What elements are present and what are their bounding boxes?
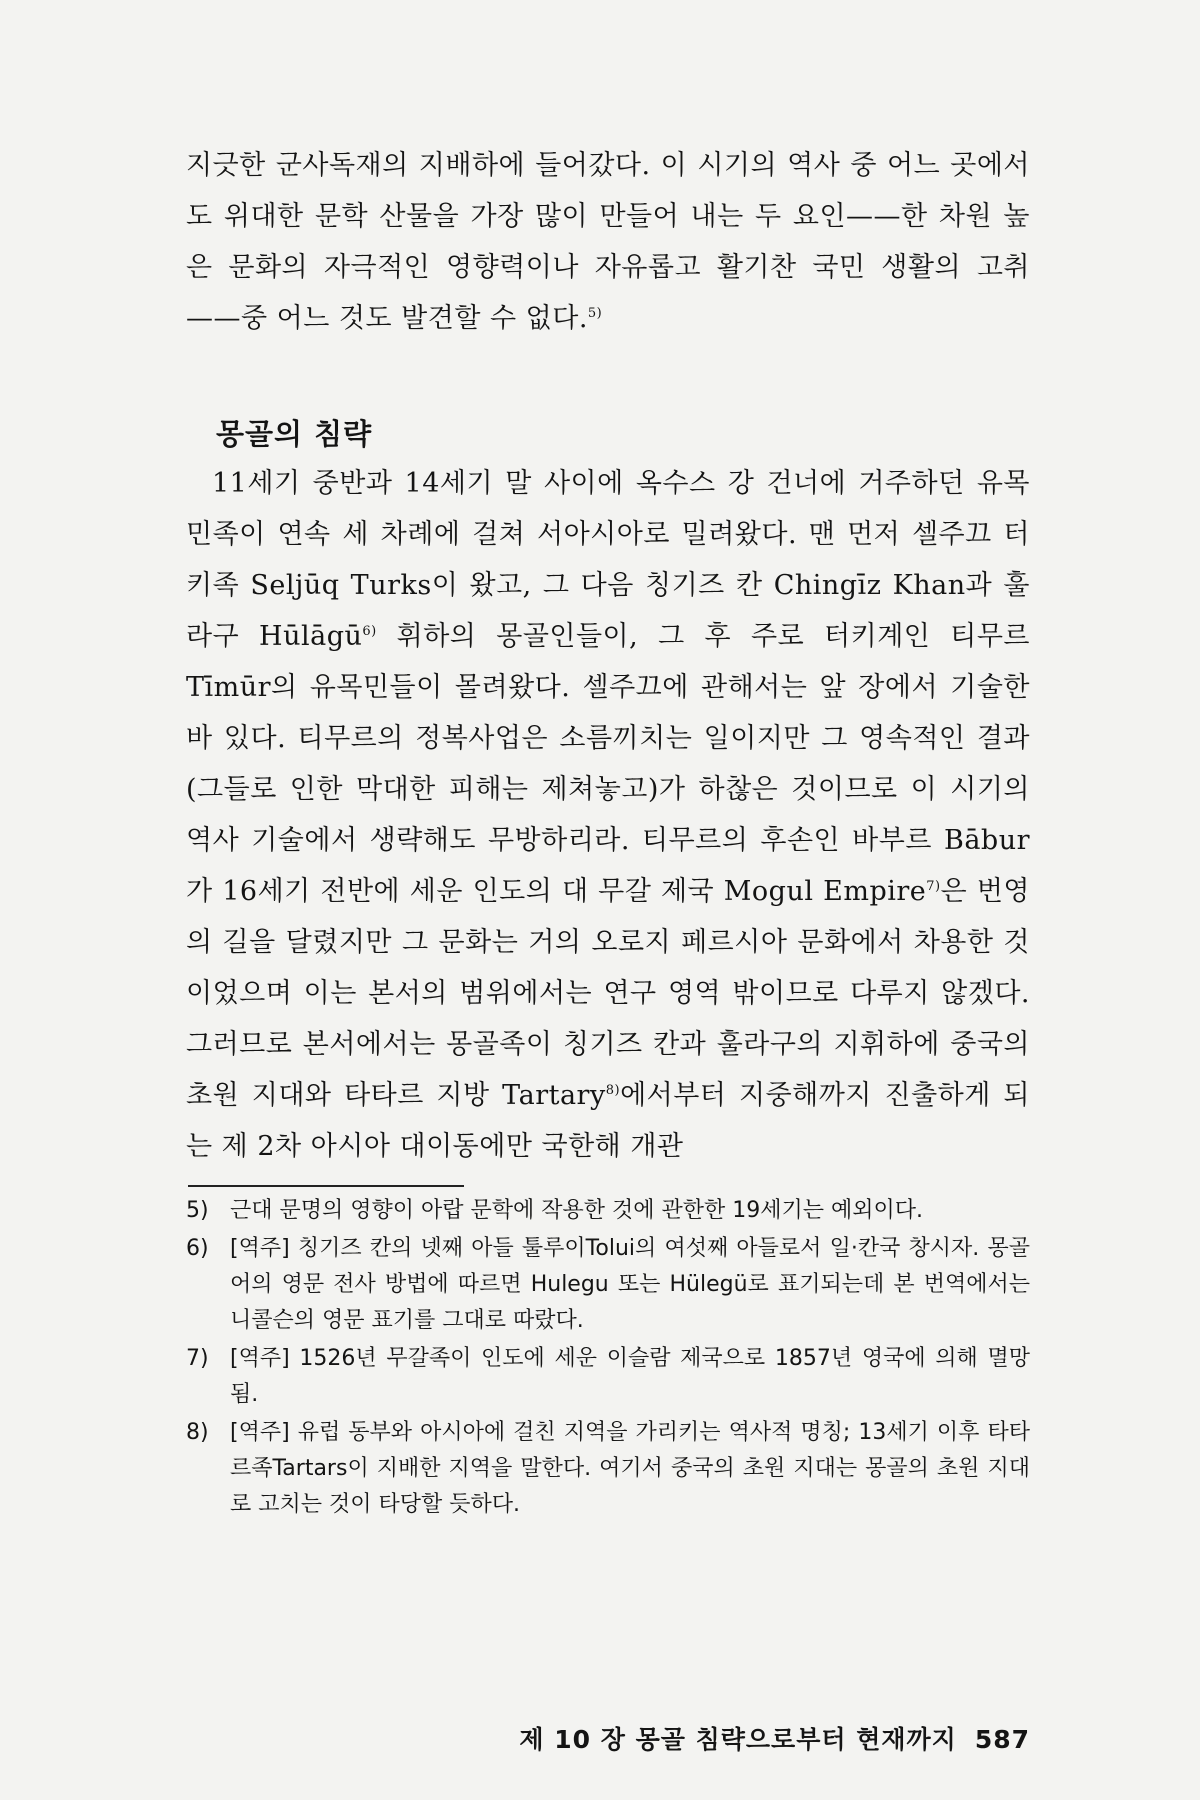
- section-paragraph: [186, 458, 1030, 1172]
- footnote-ref-7: 7): [926, 879, 941, 894]
- footnote-number: 7): [186, 1346, 209, 1371]
- footnote-number: 5): [186, 1198, 209, 1223]
- footnote-8: [186, 1415, 1030, 1523]
- intro-paragraph-block: [186, 140, 1030, 344]
- section-heading: 몽골의 침략: [216, 417, 373, 451]
- footnote-text: [역주] 유럽 동부와 아시아에 걸친 지역을 가리키는 역사적 명칭; 13세기 이후 타타르족Tartars이 지배한 지역을 말한다. 여기서 중국의 초원 지대는 몽골의 초원 지대로 고치는 것이 타당할 듯하다.: [230, 1420, 1030, 1517]
- footnote-ref-6: 6): [362, 624, 377, 639]
- section-body: [186, 458, 1030, 1172]
- running-head: 제 10 장 몽골 침략으로부터 현재까지: [519, 1725, 957, 1754]
- footnote-5: [186, 1193, 1030, 1229]
- paragraph-part-c: 은 번영의 길을 달렸지만 그 문화는 거의 오로지 페르시아 문화에서 차용한 것이었으며 이는 본서의 범위에서는 연구 영역 밖이므로 다루지 않겠다. 그러므로 본서에서는 몽골족이 칭기즈 칸과 훌라구의 지휘하에 중국의 초원 지대와 타타르 지방 Tartary: [186, 876, 1030, 1111]
- footnote-text: [역주] 칭기즈 칸의 넷째 아들 툴루이Tolui의 여섯째 아들로서 일·칸국 창시자. 몽골어의 영문 전사 방법에 따르면 Hulegu 또는 Hülegü로 표기되는데 본 번역에서는 니콜슨의 영문 표기를 그대로 따랐다.: [230, 1236, 1030, 1333]
- footnote-7: [186, 1341, 1030, 1413]
- footnote-divider: [188, 1185, 464, 1187]
- footnote-ref-8: 8): [605, 1083, 621, 1098]
- intro-paragraph: [186, 140, 1030, 344]
- footnote-number: 8): [186, 1420, 209, 1445]
- intro-paragraph-text: 지긋한 군사독재의 지배하에 들어갔다. 이 시기의 역사 중 어느 곳에서도 위대한 문학 산물을 가장 많이 만들어 내는 두 요인——한 차원 높은 문화의 자극적인 영향력이나 자유롭고 활기찬 국민 생활의 고취——중 어느 것도 발견할 수 없다.: [186, 150, 1030, 334]
- page-number: 587: [974, 1725, 1030, 1754]
- paragraph-part-b: 휘하의 몽골인들이, 그 후 주로 터키계인 티무르 Tīmūr의 유목민들이 몰려왔다. 셀주끄에 관해서는 앞 장에서 기술한 바 있다. 티무르의 정복사업은 소름끼치는 일이지만 그 영속적인 결과(그들로 인한 막대한 피해는 제쳐놓고)가 하찮은 것이므로 이 시기의 역사 기술에서 생략해도 무방하리라. 티무르의 후손인 바부르 Bābur가 16세기 전반에 세운 인도의 대 무갈 제국 Mogul Empire: [186, 621, 1031, 907]
- paragraph-part-d: 에서부터 지중해까지 진출하게 되는 제 2차 아시아 대이동에만 국한해 개관: [186, 1080, 1030, 1162]
- footnotes-section: [186, 1193, 1030, 1525]
- paragraph-part-a: 11세기 중반과 14세기 말 사이에 옥수스 강 건너에 거주하던 유목 민족이 연속 세 차례에 걸쳐 서아시아로 밀려왔다. 맨 먼저 셀주끄 터키족 Seljūq Turks이 왔고, 그 다음 칭기즈 칸 Chingīz Khan과 훌라구 Hūlāgū: [186, 468, 1030, 652]
- footnote-ref-5: 5): [587, 306, 603, 321]
- page-footer: [519, 1720, 1030, 1756]
- footnote-number: 6): [186, 1236, 209, 1261]
- footnote-6: [186, 1231, 1030, 1339]
- footnote-text: 근대 문명의 영향이 아랍 문학에 작용한 것에 관한한 19세기는 예외이다.: [230, 1198, 923, 1223]
- footnote-text: [역주] 1526년 무갈족이 인도에 세운 이슬람 제국으로 1857년 영국에 의해 멸망됨.: [230, 1346, 1030, 1407]
